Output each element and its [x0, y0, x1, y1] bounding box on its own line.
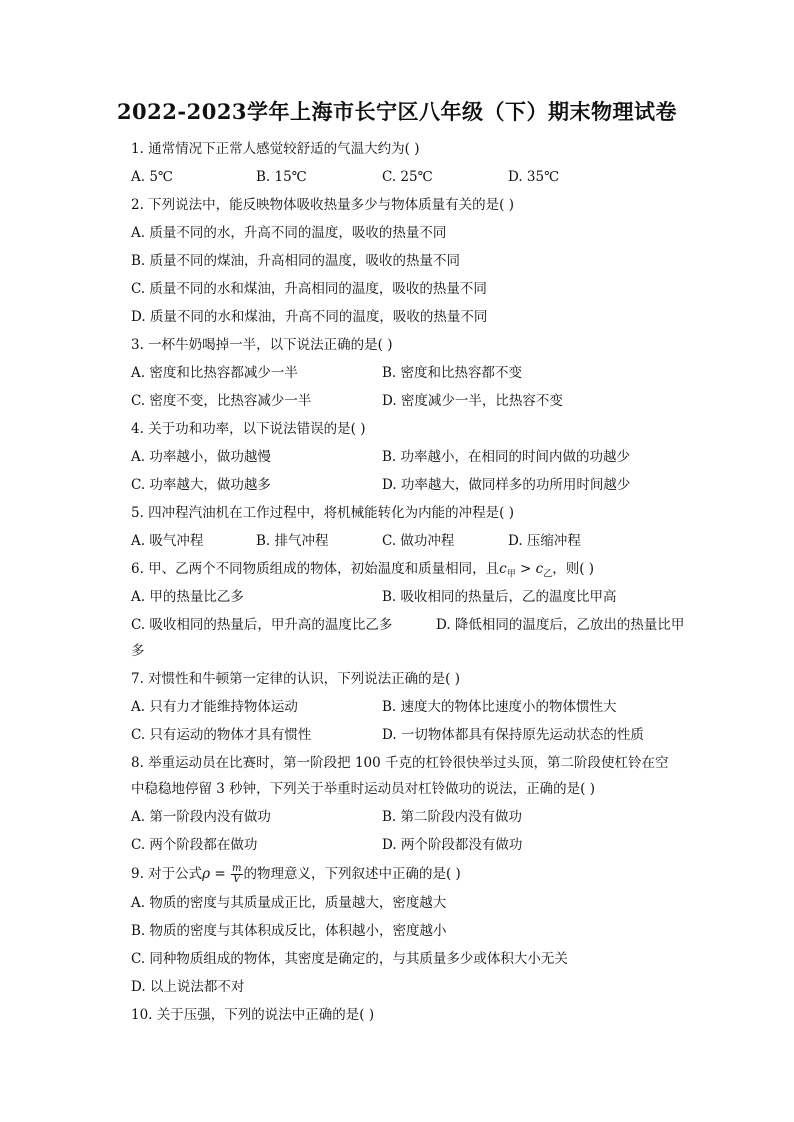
question-7-stem: 7. 对惯性和牛顿第一定律的认识，下列说法正确的是( ) [131, 671, 460, 687]
question-1-option-a[interactable]: A. 5℃ [131, 169, 174, 185]
formula-numerator: m [232, 863, 242, 874]
question-8-option-c[interactable]: C. 两个阶段都在做功 [131, 837, 258, 853]
question-6-option-c[interactable]: C. 吸收相同的热量后，甲升高的温度比乙多 [131, 617, 393, 633]
question-6-option-d-continuation: 多 [131, 643, 145, 659]
question-1-option-c[interactable]: C. 25℃ [382, 169, 433, 185]
question-2-option-a[interactable]: A. 质量不同的水，升高不同的温度，吸收的热量不同 [131, 225, 447, 241]
question-7-option-d[interactable]: D. 一切物体都具有保持原先运动状态的性质 [382, 727, 644, 743]
question-3-stem: 3. 一杯牛奶喝掉一半，以下说法正确的是( ) [131, 337, 393, 353]
question-9-stem [131, 864, 461, 885]
question-3-option-c[interactable]: C. 密度不变，比热容减少一半 [131, 393, 312, 409]
question-3-option-d[interactable]: D. 密度减少一半，比热容不变 [382, 393, 563, 409]
question-9-stem-end: 的物理意义，下列叙述中正确的是( ) [243, 866, 461, 882]
question-1-stem: 1. 通常情况下正常人感觉较舒适的气温大约为( ) [131, 141, 420, 157]
exam-title: 2022-2023学年上海市长宁区八年级（下）期末物理试卷 [116, 99, 678, 124]
question-4-option-d[interactable]: D. 功率越大，做同样多的功所用时间越少 [382, 477, 631, 493]
question-9-option-c[interactable]: C. 同种物质组成的物体，其密度是确定的，与其质量多少或体积大小无关 [131, 951, 568, 967]
question-7-option-c[interactable]: C. 只有运动的物体才具有惯性 [131, 727, 312, 743]
specific-heat-symbol-b: c [535, 561, 544, 577]
question-1-option-b[interactable]: B. 15℃ [256, 169, 307, 185]
question-1-option-d[interactable]: D. 35℃ [508, 169, 560, 185]
question-4-option-c[interactable]: C. 功率越大，做功越多 [131, 477, 271, 493]
question-8-stem-line-2: 中稳稳地停留 3 秒钟，下列关于举重时运动员对杠铃做功的说法，正确的是( ) [131, 781, 595, 797]
question-5-option-c[interactable]: C. 做功冲程 [382, 533, 455, 549]
question-8-option-a[interactable]: A. 第一阶段内没有做功 [131, 809, 271, 825]
subscript-yi: 乙 [543, 569, 553, 580]
question-2-option-c[interactable]: C. 质量不同的水和煤油，升高相同的温度，吸收的热量不同 [131, 281, 487, 297]
specific-heat-symbol-a: c [499, 561, 507, 577]
question-6-option-a[interactable]: A. 甲的热量比乙多 [131, 589, 244, 605]
question-2-stem: 2. 下列说法中，能反映物体吸收热量多少与物体质量有关的是( ) [131, 197, 514, 213]
question-3-option-b[interactable]: B. 密度和比热容都不变 [382, 365, 523, 381]
question-5-option-d[interactable]: D. 压缩冲程 [508, 533, 581, 549]
question-6-stem-end: ，则( ) [552, 561, 595, 577]
formula-denominator: V [233, 874, 241, 885]
question-5-option-b[interactable]: B. 排气冲程 [256, 533, 329, 549]
greater-than-sign: > [515, 561, 536, 577]
question-4-option-b[interactable]: B. 功率越小，在相同的时间内做的功越少 [382, 449, 631, 465]
question-2-option-d[interactable]: D. 质量不同的水和煤油，升高不同的温度，吸收的热量不同 [131, 309, 488, 325]
question-7-option-a[interactable]: A. 只有力才能维持物体运动 [131, 699, 298, 715]
question-6-stem-text: 6. 甲、乙两个不同物质组成的物体，初始温度和质量相同，且 [131, 561, 500, 577]
question-5-option-a[interactable]: A. 吸气冲程 [131, 533, 204, 549]
question-8-option-b[interactable]: B. 第二阶段内没有做功 [382, 809, 523, 825]
question-6-stem [131, 560, 594, 584]
question-3-option-a[interactable]: A. 密度和比热容都减少一半 [131, 365, 298, 381]
question-8-option-d[interactable]: D. 两个阶段都没有做功 [382, 837, 523, 853]
question-5-stem: 5. 四冲程汽油机在工作过程中，将机械能转化为内能的冲程是( ) [131, 505, 514, 521]
density-formula-fraction [231, 864, 242, 885]
question-9-option-a[interactable]: A. 物质的密度与其质量成正比，质量越大，密度越大 [131, 895, 447, 911]
subscript-jia: 甲 [506, 569, 516, 580]
question-10-stem: 10. 关于压强，下列的说法中正确的是( ) [131, 1007, 375, 1023]
question-4-option-a[interactable]: A. 功率越小，做功越慢 [131, 449, 271, 465]
question-9-option-d[interactable]: D. 以上说法都不对 [131, 979, 245, 995]
question-2-option-b[interactable]: B. 质量不同的煤油，升高相同的温度，吸收的热量不同 [131, 253, 461, 269]
question-9-stem-text: 9. 对于公式 [131, 866, 203, 882]
question-6-option-d[interactable]: D. 降低相同的温度后，乙放出的热量比甲 [436, 617, 685, 633]
density-formula-lhs: ρ = [202, 866, 231, 882]
question-4-stem: 4. 关于功和功率，以下说法错误的是( ) [131, 421, 366, 437]
question-9-option-b[interactable]: B. 物质的密度与其体积成反比，体积越小，密度越小 [131, 923, 447, 939]
question-6-option-b[interactable]: B. 吸收相同的热量后，乙的温度比甲高 [382, 589, 617, 605]
question-7-option-b[interactable]: B. 速度大的物体比速度小的物体惯性大 [382, 699, 617, 715]
question-8-stem-line-1: 8. 举重运动员在比赛时，第一阶段把 100 千克的杠铃很快举过头顶，第二阶段使杠铃在空 [131, 755, 669, 771]
